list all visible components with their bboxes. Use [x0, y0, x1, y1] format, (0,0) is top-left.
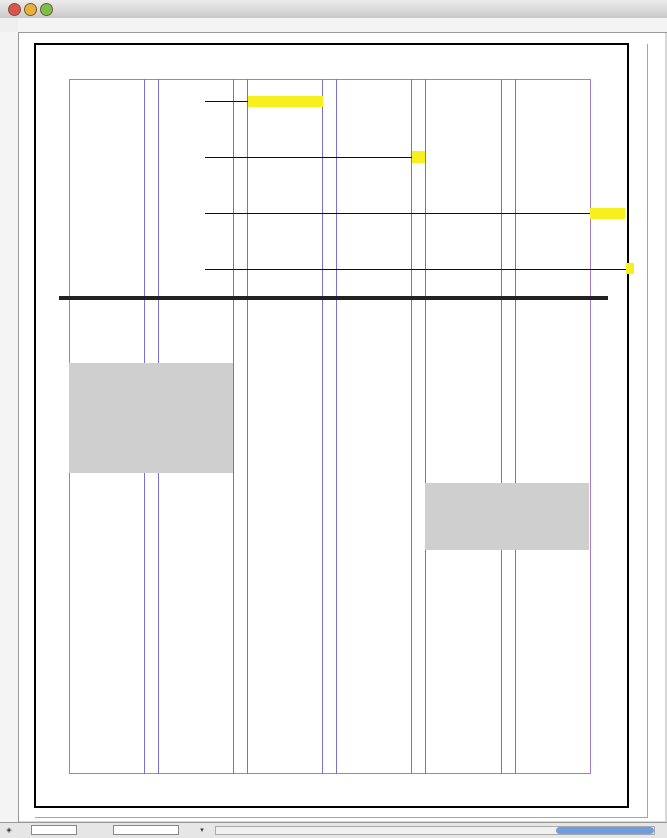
page-number-field[interactable]: [113, 825, 179, 835]
bleed-highlight: [626, 263, 634, 274]
gutter-leader: [205, 157, 419, 158]
status-bar: [0, 822, 667, 838]
column-highlight: [248, 96, 323, 107]
column-guide[interactable]: [247, 79, 248, 774]
column-guide[interactable]: [425, 79, 426, 774]
column-guide[interactable]: [322, 79, 323, 774]
column-guide[interactable]: [336, 79, 337, 774]
horizontal-scrollbar[interactable]: [215, 826, 655, 835]
divider-rule: [59, 296, 608, 300]
column-guide[interactable]: [233, 79, 234, 774]
zoom-window-button[interactable]: [40, 3, 53, 16]
horizontal-ruler[interactable]: [18, 18, 667, 33]
minimize-window-button[interactable]: [24, 3, 37, 16]
column-guide[interactable]: [501, 79, 502, 774]
zoom-field[interactable]: [31, 825, 77, 835]
bleed-leader: [205, 269, 631, 270]
pasteboard-toggle-icon[interactable]: ◈: [6, 826, 12, 834]
previous-page-button[interactable]: [93, 825, 102, 835]
gutter-highlight: [412, 151, 425, 163]
close-window-button[interactable]: [8, 3, 21, 16]
image-placeholder[interactable]: [69, 363, 233, 473]
scroll-thumb[interactable]: [556, 827, 654, 834]
margin-leader: [205, 213, 625, 214]
image-placeholder[interactable]: [425, 483, 589, 550]
page-menu-icon[interactable]: ▾: [200, 826, 204, 834]
first-page-button[interactable]: [82, 825, 91, 835]
pasteboard[interactable]: [19, 33, 665, 821]
margin-highlight: [590, 208, 625, 219]
vertical-ruler[interactable]: [0, 32, 19, 822]
ruler-origin[interactable]: [0, 18, 19, 33]
column-guide[interactable]: [411, 79, 412, 774]
column-guide[interactable]: [515, 79, 516, 774]
title-bar[interactable]: [0, 0, 667, 19]
next-page-button[interactable]: [183, 825, 192, 835]
